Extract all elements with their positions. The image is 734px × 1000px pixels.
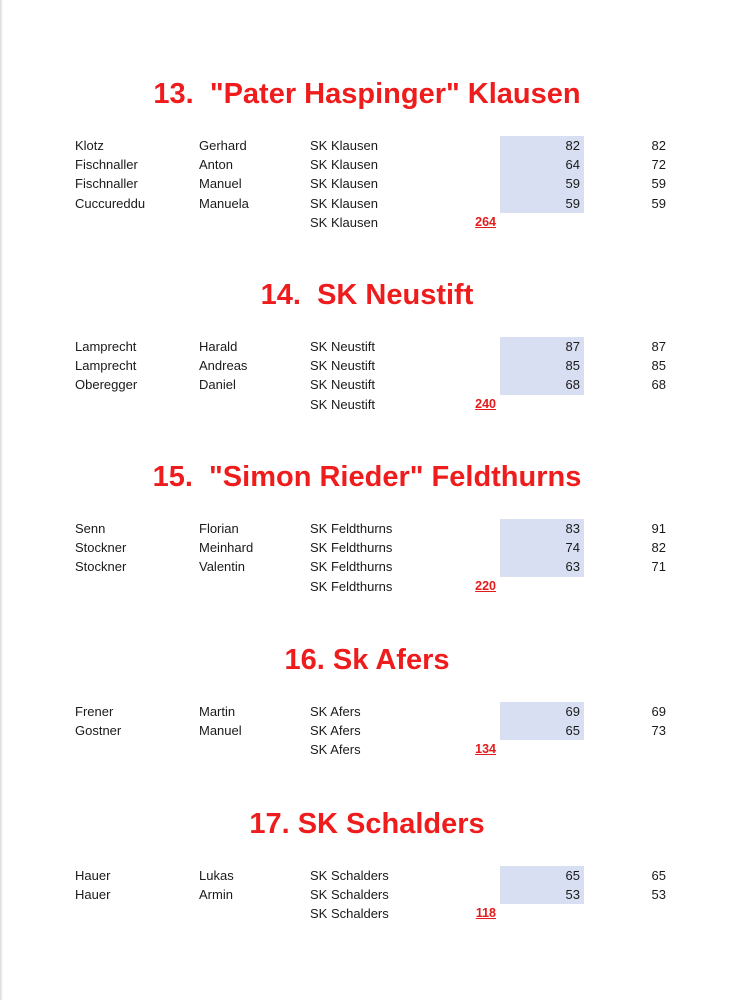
player-row [0,557,734,576]
player-row [0,337,734,356]
team-total: 264 [475,214,496,229]
first-name: Gerhard [199,138,247,153]
player-row [0,174,734,193]
score-cell: 82 [500,136,584,155]
team-total: 118 [475,906,496,921]
last-name: Oberegger [75,377,138,393]
team-title: 13. "Pater Haspinger" Klausen [153,78,581,110]
first-name: Lukas [199,868,234,883]
player-row [0,194,734,213]
team-title: 14. SK Neustift [260,279,474,311]
total-club-name: SK Feldthurns [310,578,393,594]
player-row [0,155,734,174]
player-list [0,519,734,596]
last-name: Klotz [75,138,104,153]
score-cell: 64 [500,155,584,174]
club-name: SK Klausen [310,176,378,192]
first-name: Manuel [199,176,242,192]
score-cell: 59 [500,174,584,193]
club-name: SK Schalders [310,887,389,903]
rating-cell: 87 [651,339,666,354]
last-name: Gostner [75,723,122,739]
player-row [0,721,734,740]
rating-cell: 85 [651,358,666,374]
rating-cell: 82 [651,540,666,556]
last-name: Lamprecht [75,358,137,374]
club-name: SK Neustift [310,377,376,393]
last-name: Stockner [75,559,127,575]
rating-cell: 65 [651,868,666,883]
score-cell: 74 [500,538,584,557]
last-name: Hauer [75,887,111,903]
total-row [0,213,734,232]
last-name: Cuccureddu [75,195,146,211]
last-name: Fischnaller [75,157,138,173]
total-club-name: SK Klausen [310,214,378,230]
club-name: SK Feldthurns [310,559,393,575]
club-name: SK Afers [310,723,361,739]
last-name: Stockner [75,540,127,556]
total-row [0,904,734,923]
rating-cell: 82 [651,138,666,153]
score-cell: 83 [500,519,584,538]
rating-cell: 68 [651,377,666,393]
total-club-name: SK Afers [310,742,361,758]
score-cell: 59 [500,194,584,213]
last-name: Senn [75,521,106,536]
first-name: Armin [199,887,233,903]
first-name: Manuel [199,723,242,739]
last-name: Lamprecht [75,339,137,354]
first-name: Daniel [199,377,236,393]
player-row [0,519,734,538]
player-row [0,702,734,721]
score-cell: 53 [500,885,584,904]
rating-cell: 59 [651,195,666,211]
total-club-name: SK Neustift [310,396,376,412]
score-cell: 65 [500,866,584,885]
last-name: Hauer [75,868,111,883]
team-total: 240 [475,396,496,411]
player-row [0,356,734,375]
first-name: Anton [199,157,233,173]
team-total: 134 [475,742,496,757]
rating-cell: 71 [651,559,666,575]
player-list [0,136,734,232]
club-name: SK Feldthurns [310,521,393,536]
team-title: 15. "Simon Rieder" Feldthurns [152,461,582,493]
score-cell: 68 [500,375,584,394]
player-row [0,885,734,904]
player-list [0,337,734,414]
first-name: Manuela [199,195,249,211]
total-row [0,395,734,414]
club-name: SK Afers [310,704,361,719]
club-name: SK Klausen [310,138,378,153]
club-name: SK Schalders [310,868,389,883]
team-title: 17. SK Schalders [249,808,485,840]
score-cell: 69 [500,702,584,721]
club-name: SK Klausen [310,157,378,173]
score-cell: 85 [500,356,584,375]
score-cell: 87 [500,337,584,356]
first-name: Andreas [199,358,248,374]
player-row [0,538,734,557]
rating-cell: 91 [651,521,666,536]
club-name: SK Neustift [310,339,376,354]
player-row [0,136,734,155]
first-name: Florian [199,521,239,536]
player-list [0,702,734,760]
rating-cell: 69 [651,704,666,719]
club-name: SK Feldthurns [310,540,393,556]
score-cell: 65 [500,721,584,740]
player-list [0,866,734,924]
score-cell: 63 [500,557,584,576]
rating-cell: 59 [651,176,666,192]
first-name: Valentin [199,559,246,575]
player-row [0,375,734,394]
club-name: SK Neustift [310,358,376,374]
player-row [0,866,734,885]
first-name: Meinhard [199,540,254,556]
total-row [0,577,734,596]
first-name: Harald [199,339,238,354]
total-club-name: SK Schalders [310,906,389,922]
team-total: 220 [475,578,496,593]
rating-cell: 53 [651,887,666,903]
total-row [0,740,734,759]
rating-cell: 72 [651,157,666,173]
first-name: Martin [199,704,236,719]
club-name: SK Klausen [310,195,378,211]
team-title: 16. Sk Afers [284,644,450,676]
rating-cell: 73 [651,723,666,739]
last-name: Fischnaller [75,176,138,192]
last-name: Frener [75,704,114,719]
